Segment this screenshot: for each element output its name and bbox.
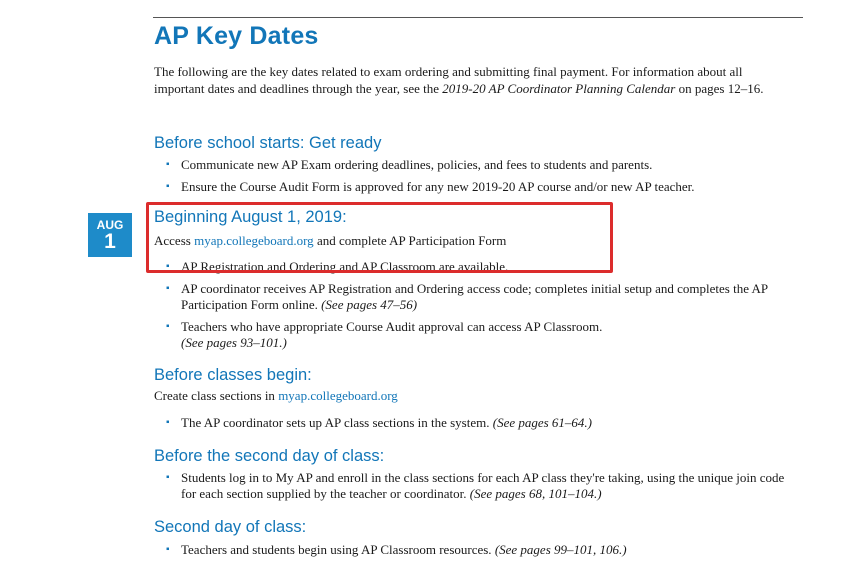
list-item: ▪ AP Registration and Ordering and AP Classroom are available. <box>166 259 796 275</box>
intro-paragraph <box>154 63 794 97</box>
create-sections-text: Create class sections in <box>154 388 279 403</box>
page-citation: (See pages 61–64.) <box>492 415 593 430</box>
intro-pages: on pages 12–16. <box>675 81 764 96</box>
create-sections-line <box>154 388 398 404</box>
top-rule <box>153 17 803 18</box>
page-title: AP Key Dates <box>154 22 319 50</box>
section-heading-second-day: Second day of class: <box>154 518 307 536</box>
section-heading-before-second-day: Before the second day of class: <box>154 447 385 465</box>
date-badge <box>88 213 132 257</box>
list-item: ▪ Communicate new AP Exam ordering deadlines, policies, and fees to students and parents. <box>166 157 796 173</box>
second-day-list <box>166 542 796 558</box>
section-heading-august-1: Beginning August 1, 2019: <box>154 208 347 226</box>
list-item: ▪ Ensure the Course Audit Form is approved for any new 2019-20 AP course and/or new AP teacher. <box>166 179 796 195</box>
page-citation: (See pages 68, 101–104.) <box>469 486 602 501</box>
list-item <box>166 319 796 351</box>
page-citation: (See pages 99–101, 106.) <box>494 542 627 557</box>
before-classes-list <box>166 415 796 431</box>
list-item <box>166 542 796 558</box>
myap-link[interactable]: myap.collegeboard.org <box>278 388 398 403</box>
list-item-text: Teachers who have appropriate Course Audit approval can access AP Classroom. <box>181 319 603 334</box>
intro-text: The following are the key dates related to exam ordering and submitting final payment. For information about all important dates and deadlines through the year, see the <box>154 64 743 96</box>
list-item-text: Teachers and students begin using AP Classroom resources. <box>181 542 495 557</box>
section-heading-before-school: Before school starts: Get ready <box>154 134 382 152</box>
list-item-text: AP coordinator receives AP Registration and Ordering access code; completes initial setup and completes the AP Participation Form online. <box>181 281 768 312</box>
highlight-box <box>146 202 613 273</box>
badge-month: AUG <box>96 218 124 232</box>
list-item-text: Students log in to My AP and enroll in the class sections for each AP class they're taking, using the unique join code for each section supplied by the teacher or coordinator. <box>181 470 785 501</box>
access-text: Access <box>154 233 195 248</box>
myap-link[interactable]: myap.collegeboard.org <box>194 233 314 248</box>
section-heading-before-classes: Before classes begin: <box>154 366 312 384</box>
list-item <box>166 415 796 431</box>
page-citation: (See pages 47–56) <box>321 297 418 312</box>
list-item <box>166 470 796 502</box>
before-second-day-list <box>166 470 796 502</box>
badge-day: 1 <box>104 230 116 253</box>
access-text-tail: and complete AP Participation Form <box>313 233 507 248</box>
calendar-reference: 2019-20 AP Coordinator Planning Calendar <box>442 81 676 96</box>
list-item <box>166 281 796 313</box>
page-citation: (See pages 93–101.) <box>181 335 287 350</box>
before-school-list <box>166 157 796 195</box>
list-item-text: The AP coordinator sets up AP class sections in the system. <box>181 415 493 430</box>
